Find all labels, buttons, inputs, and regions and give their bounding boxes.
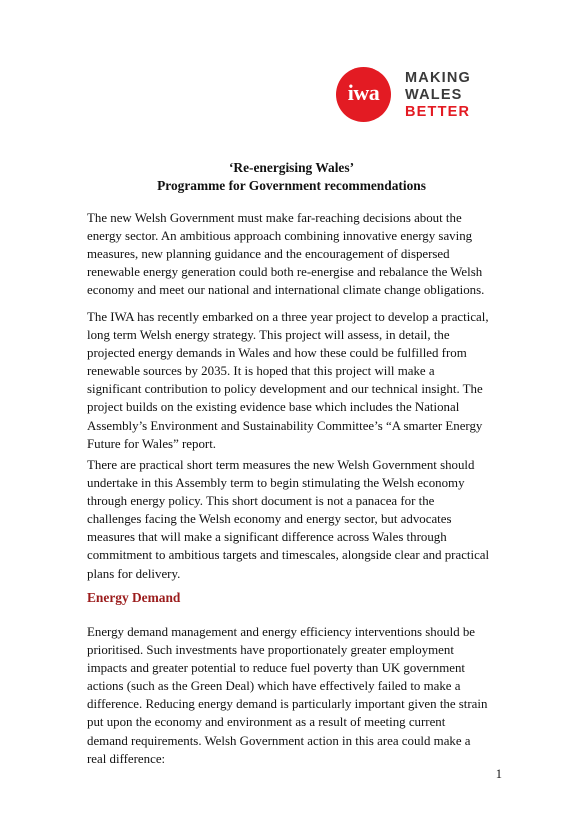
paragraph-line: difference. Reducing energy demand is particularly important given the strain	[87, 697, 488, 712]
logo-tagline-making: MAKING	[405, 70, 472, 86]
paragraph-line: plans for delivery.	[87, 566, 181, 581]
iwa-logo	[336, 67, 486, 123]
paragraph-line: through energy policy. This short document is not a panacea for the	[87, 494, 435, 509]
paragraph-line: prioritised. Such investments have proportionately greater employment	[87, 643, 454, 658]
paragraph-line: energy sector. An ambitious approach combining innovative energy saving	[87, 229, 473, 244]
paragraph-line: actions (such as the Green Deal) which have effectively failed to make a	[87, 679, 461, 694]
paragraph-line: impacts and greater potential to reduce fuel poverty than UK government	[87, 661, 465, 676]
paragraph-line: measures that will make a significant difference across Wales through	[87, 530, 447, 545]
iwa-logo-mark	[336, 67, 391, 122]
measures-paragraph	[87, 456, 517, 583]
energy-demand-paragraph	[87, 623, 517, 768]
paragraph-line: measures, new planning guidance and the encouragement of dispersed	[87, 247, 450, 262]
paragraph-line: renewable energy generation could both re-energise and rebalance the Welsh	[87, 265, 483, 280]
paragraph-line: commitment to ambitious targets and timescales, alongside clear and practical	[87, 548, 490, 563]
paragraph-line: undertake in this Assembly term to begin stimulating the Welsh economy	[87, 476, 465, 491]
iwa-logo-mark-text: iwa	[347, 80, 380, 105]
paragraph-line: demand requirements. Welsh Government action in this area could make a	[87, 733, 471, 748]
paragraph-line: There are practical short term measures the new Welsh Government should	[87, 458, 475, 472]
document-title: ‘Re-energising Wales’	[228, 160, 355, 175]
section-heading-energy-demand: Energy Demand	[87, 590, 181, 605]
page-number: 1	[495, 767, 502, 781]
paragraph-line: significant contribution to policy development and our technical insight. The	[87, 382, 483, 397]
logo-tagline-better: BETTER	[405, 104, 471, 120]
paragraph-line: The IWA has recently embarked on a three year project to develop a practical,	[87, 310, 489, 324]
paragraph-line: economy and meet our national and international climate change obligations.	[87, 283, 485, 298]
paragraph-line: renewable sources by 2035. It is hoped that this project will make a	[87, 364, 435, 379]
paragraph-line: Assembly’s Environment and Sustainability Committee’s “A smarter Energy	[87, 418, 483, 433]
document-subtitle: Programme for Government recommendations	[157, 178, 426, 193]
logo-tagline-wales: WALES	[405, 87, 463, 103]
paragraph-line: The new Welsh Government must make far-reaching decisions about the	[87, 211, 462, 225]
intro-paragraph	[87, 209, 517, 299]
project-paragraph	[87, 308, 517, 453]
paragraph-line: Energy demand management and energy efficiency interventions should be	[87, 625, 476, 639]
paragraph-line: challenges facing the Welsh economy and energy sector, but advocates	[87, 512, 452, 527]
paragraph-line: project builds on the existing evidence base which includes the National	[87, 400, 460, 415]
paragraph-line: Future for Wales” report.	[87, 436, 217, 451]
paragraph-line: long term Welsh energy strategy. This project will assess, in detail, the	[87, 328, 450, 343]
paragraph-line: projected energy demands in Wales and how these could be fulfilled from	[87, 346, 467, 361]
paragraph-line: put upon the economy and environment as a result of meeting current	[87, 715, 446, 730]
paragraph-line: real difference:	[87, 751, 166, 766]
